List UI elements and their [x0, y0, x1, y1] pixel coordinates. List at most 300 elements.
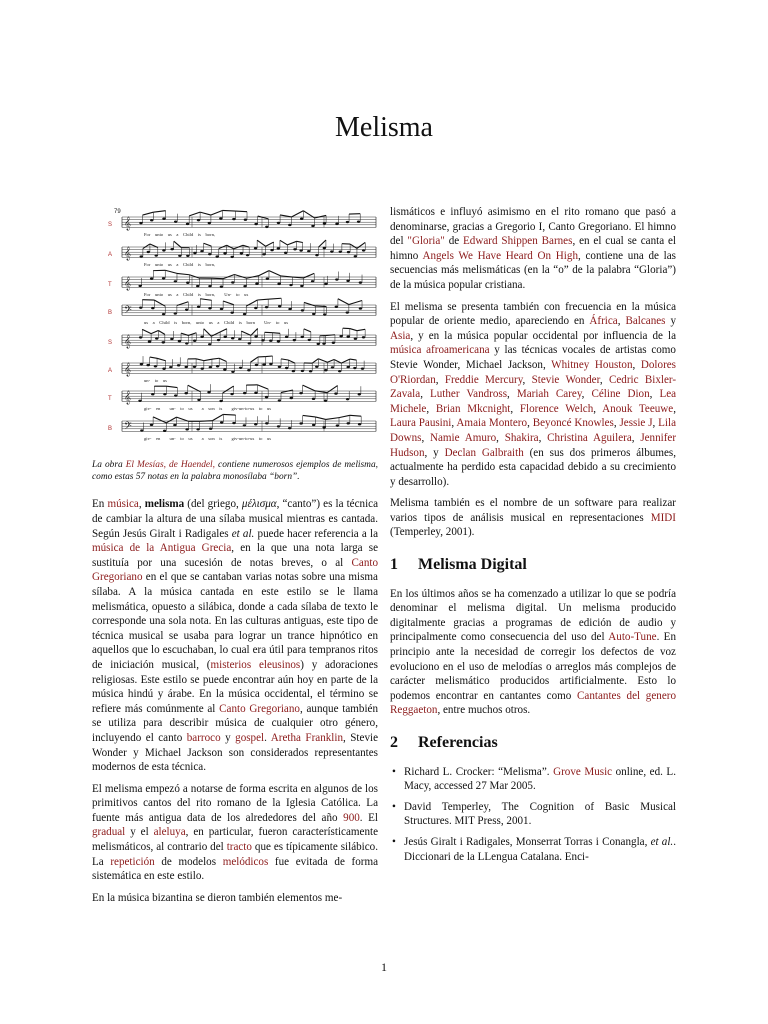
- note-head: [220, 286, 223, 288]
- inline-link[interactable]: África: [589, 315, 618, 328]
- note-head: [243, 424, 246, 426]
- note-head: [358, 393, 361, 395]
- inline-link[interactable]: Shakira: [504, 431, 539, 444]
- staff-label: A: [108, 252, 113, 258]
- inline-link[interactable]: Angels We Have Heard On High: [422, 249, 578, 262]
- note-beam: [200, 212, 211, 215]
- figure-caption: [92, 459, 378, 483]
- inline-link[interactable]: Brian Mkcnight: [435, 402, 511, 415]
- inline-link[interactable]: Declan Galbraith: [444, 446, 524, 459]
- note-head: [261, 339, 264, 341]
- section-title: Melisma Digital: [418, 556, 527, 574]
- text-run: ,: [617, 315, 626, 328]
- text-run: El melisma empezó a notarse de forma escrita en algunos de los primitivos cantos del rito romano de la Iglesia Católica. La fuente más antigua data de los alrededores del año: [92, 782, 378, 824]
- lyric-line: giv- en un- to us a son is giv-un-to-us to us: [144, 406, 272, 411]
- note-head: [288, 224, 291, 226]
- text-run: (en sus dos primeros álbumes, actualmente ha perdido esta capacidad debido a su crecimiento y desarrollo).: [390, 446, 676, 488]
- text-run: En los últimos años se ha comenzado a utilizar lo que se podría denominar el melisma digital. Un melisma producido digitalmente gracias a programas de edición de audio y principalmente como consecuencia del uso del: [390, 587, 676, 644]
- text-run: ,: [426, 402, 436, 415]
- note-head: [162, 341, 165, 343]
- inline-link[interactable]: Beyoncé Knowles: [532, 417, 614, 430]
- inline-link[interactable]: música de la Antigua Grecia: [92, 542, 232, 555]
- paragraph-software: [390, 496, 676, 540]
- note-beam: [219, 358, 226, 361]
- note-head: [285, 367, 288, 369]
- note-head: [288, 427, 291, 429]
- inline-link[interactable]: Grove Music: [553, 765, 613, 778]
- note-head: [150, 424, 153, 426]
- note-head: [312, 424, 315, 426]
- note-head: [346, 366, 349, 368]
- note-beam: [312, 359, 318, 363]
- note-beam: [326, 418, 339, 420]
- note-head: [330, 250, 333, 252]
- note-head: [255, 364, 258, 366]
- note-head: [224, 336, 227, 338]
- note-head: [197, 399, 200, 401]
- paragraph-history: [92, 782, 378, 884]
- note-head: [308, 339, 311, 341]
- note-head: [301, 336, 304, 338]
- note-head: [300, 285, 303, 287]
- inline-link[interactable]: gradual: [92, 826, 126, 839]
- note-head: [163, 393, 166, 395]
- references-list: [390, 765, 676, 865]
- note-head: [338, 370, 341, 372]
- note-head: [299, 249, 302, 251]
- note-head: [146, 364, 149, 366]
- text-run: , aunque también se utiliza para describir música de cualquier otro género, incluyendo el canto: [92, 702, 378, 744]
- note-head: [262, 253, 265, 255]
- note-head: [219, 400, 222, 402]
- note-beam: [280, 240, 287, 244]
- text-run: y el: [125, 826, 154, 839]
- inline-link[interactable]: Auto-Tune: [608, 631, 657, 644]
- note-beam: [212, 358, 219, 359]
- inline-link[interactable]: tracto: [226, 841, 252, 854]
- note-head: [184, 392, 187, 394]
- note-head: [359, 307, 362, 309]
- note-head: [230, 256, 233, 258]
- inline-link[interactable]: Luther Vandross: [429, 388, 508, 401]
- note-head: [353, 367, 356, 369]
- note-head: [139, 222, 142, 224]
- note-beam: [297, 241, 303, 242]
- note-head: [178, 255, 181, 257]
- inline-link[interactable]: Freddie Mercury: [444, 373, 523, 386]
- note-head: [322, 342, 325, 344]
- note-head: [262, 363, 265, 365]
- note-beam: [204, 243, 212, 246]
- note-beam: [327, 386, 337, 393]
- note-head: [197, 306, 200, 308]
- note-head: [231, 337, 234, 339]
- staff-label: T: [108, 396, 112, 402]
- note-head: [177, 364, 180, 366]
- note-head: [317, 343, 320, 345]
- note-head: [299, 392, 302, 394]
- note-head: [301, 370, 304, 372]
- inline-link[interactable]: Céline Dion: [591, 388, 650, 401]
- note-beam: [349, 300, 362, 304]
- note-head: [196, 285, 199, 287]
- note-head: [223, 368, 226, 370]
- note-beam: [303, 415, 316, 416]
- clef-symbol: 𝄞: [124, 216, 132, 230]
- note-beam: [142, 329, 151, 333]
- note-head: [346, 398, 349, 400]
- text-run: ,: [527, 417, 533, 430]
- note-head: [207, 391, 210, 393]
- note-beam: [258, 385, 269, 389]
- note-head: [284, 252, 287, 254]
- note-head: [277, 425, 280, 427]
- inline-link[interactable]: Whitney Houston: [551, 358, 633, 371]
- clef-symbol: 𝄞: [124, 390, 132, 404]
- note-beam: [272, 333, 280, 334]
- text-run: et al.: [650, 835, 674, 848]
- inline-link[interactable]: Anouk Teeuwe: [602, 402, 674, 415]
- inline-link[interactable]: Amaia Montero: [456, 417, 528, 430]
- note-head: [307, 250, 310, 252]
- note-beam: [165, 270, 177, 273]
- text-run: ,: [581, 388, 592, 401]
- inline-link[interactable]: Canto Gregoriano: [219, 702, 300, 715]
- inline-link[interactable]: Aretha Franklin: [270, 731, 344, 744]
- note-beam: [153, 417, 166, 423]
- note-head: [324, 283, 327, 285]
- score-image: [92, 205, 378, 453]
- note-beam: [350, 359, 357, 360]
- note-head: [339, 251, 342, 253]
- staff-label: B: [108, 310, 113, 316]
- note-beam: [287, 241, 296, 245]
- text-run: , entre muchos otros.: [437, 704, 531, 717]
- clef-symbol: 𝄞: [124, 246, 132, 260]
- note-head: [246, 254, 249, 256]
- note-head: [220, 421, 223, 423]
- inline-link[interactable]: melódicos: [222, 855, 269, 868]
- text-run: ,: [522, 373, 532, 386]
- note-head: [322, 426, 325, 428]
- note-head: [232, 422, 235, 424]
- left-column: [92, 205, 378, 912]
- text-run: . Diccionari de la LLengua Catalana. Enci-: [404, 835, 676, 863]
- lyric-line: un- to us: [144, 378, 167, 383]
- note-beam: [174, 241, 182, 248]
- note-head: [139, 336, 142, 338]
- note-head: [324, 400, 327, 402]
- note-head: [208, 285, 211, 287]
- note-beam: [281, 390, 293, 393]
- note-head: [238, 338, 241, 340]
- inline-link[interactable]: aleluya: [153, 826, 186, 839]
- note-head: [185, 309, 188, 311]
- note-head: [243, 285, 246, 287]
- section-number: 1: [390, 556, 398, 574]
- inline-link[interactable]: música afroamericana: [390, 344, 490, 357]
- text-run: melisma: [144, 498, 185, 511]
- note-beam: [319, 240, 326, 247]
- text-run: puede hacer referencia a la: [254, 527, 378, 540]
- text-run: , en la que una nota larga se sustituía por una sucesión de notas breves, o al: [92, 542, 378, 569]
- note-beam: [269, 271, 281, 276]
- note-head: [162, 368, 165, 370]
- clef-symbol: 𝄞: [124, 276, 132, 290]
- inline-link[interactable]: Canto Gregoriano: [92, 556, 378, 584]
- inline-link[interactable]: repetición: [110, 855, 155, 868]
- note-head: [270, 249, 273, 251]
- clef-symbol: 𝄞: [124, 334, 132, 348]
- note-beam: [200, 299, 211, 300]
- staff-label: B: [108, 426, 113, 432]
- note-head: [254, 247, 257, 249]
- note-head: [244, 219, 247, 221]
- note-beam: [166, 386, 177, 387]
- text-run: En: [92, 498, 108, 511]
- clef-symbol: 𝄢: [124, 420, 132, 434]
- note-beam: [220, 329, 227, 332]
- note-head: [288, 308, 291, 310]
- text-run: Melisma también es el nombre de un software para realizar varios tipos de análisis musical en representaciones: [390, 497, 676, 524]
- note-beam: [350, 329, 357, 331]
- note-head: [335, 223, 338, 225]
- note-head: [331, 366, 334, 368]
- text-run: , y: [424, 446, 445, 459]
- note-head: [346, 221, 349, 223]
- note-head: [293, 248, 296, 250]
- inline-link[interactable]: Namie Amuro: [429, 431, 497, 444]
- note-beam: [257, 240, 266, 246]
- inline-link[interactable]: 900: [343, 811, 360, 824]
- note-head: [277, 340, 280, 342]
- note-head: [138, 285, 141, 287]
- text-run: lismáticos e influyó asimismo en el rito romano que pasó a denominarse, gracias a Gregorio I, Canto Gregoriano. El himno del: [390, 206, 676, 248]
- note-head: [266, 277, 269, 279]
- note-beam: [154, 300, 165, 306]
- caption-prefix: La obra: [92, 460, 126, 470]
- note-head: [162, 249, 165, 251]
- note-head: [174, 312, 177, 314]
- note-head: [354, 337, 357, 339]
- note-head: [323, 247, 326, 249]
- text-run: En la música bizantina se dieron también elementos me-: [92, 891, 343, 904]
- text-run: ,: [631, 431, 641, 444]
- note-head: [173, 424, 176, 426]
- section-title: Referencias: [418, 734, 498, 751]
- note-head: [232, 218, 235, 220]
- text-run: .: [264, 731, 271, 744]
- note-beam: [250, 357, 258, 362]
- note-head: [150, 219, 153, 221]
- inline-link[interactable]: Mariah Carey: [516, 388, 582, 401]
- note-beam: [258, 216, 269, 219]
- note-head: [254, 392, 257, 394]
- note-head: [357, 221, 360, 223]
- text-run: (Temperley, 2001).: [390, 526, 475, 539]
- note-head: [311, 280, 314, 282]
- inline-link[interactable]: Edward Shippen Barnes: [463, 235, 573, 248]
- note-head: [174, 220, 177, 222]
- text-run: ,: [435, 373, 445, 386]
- note-beam: [304, 302, 315, 306]
- text-run: y: [665, 315, 676, 328]
- note-beam: [338, 299, 349, 305]
- inline-link[interactable]: "Gloria": [407, 235, 445, 248]
- note-head: [208, 307, 211, 309]
- text-run: , Stevie Wonder y Michael Jackson son considerados representantes modernos de esta técnica.: [92, 731, 378, 774]
- inline-link[interactable]: MIDI: [650, 511, 676, 524]
- note-head: [277, 222, 280, 224]
- inline-link[interactable]: Stevie Wonder: [531, 373, 600, 386]
- inline-link[interactable]: Lila Downs: [390, 417, 677, 444]
- note-head: [220, 308, 223, 310]
- note-head: [174, 394, 177, 396]
- note-head: [148, 340, 151, 342]
- text-run: ) y adoraciones religiosas. Este estilo se puede encontrar aún hoy en parte de la música hindú y árabe. En la música occidental, el término se refiere más comúnmente al: [92, 658, 378, 715]
- text-run: ,: [496, 431, 505, 444]
- clef-symbol: 𝄞: [124, 362, 132, 376]
- staff-label: S: [108, 340, 113, 346]
- text-run: El melisma se presenta también con frecuencia en la música popular de oriente medio, apareciendo en: [390, 300, 676, 328]
- note-beam: [304, 329, 311, 332]
- note-head: [254, 423, 257, 425]
- note-beam: [341, 359, 350, 363]
- caption-link-messiah[interactable]: El Mesías, de Haendel,: [125, 460, 215, 470]
- paragraph-byzantine: [92, 891, 378, 906]
- note-head: [185, 366, 188, 368]
- note-head: [346, 280, 349, 282]
- note-head: [193, 366, 196, 368]
- note-head: [186, 255, 189, 257]
- paragraph-digital: [390, 587, 676, 718]
- inline-link[interactable]: Cantantes del genero Reggaeton: [390, 689, 676, 717]
- note-beam: [143, 244, 150, 249]
- note-beam: [200, 421, 213, 422]
- note-head: [347, 251, 350, 253]
- note-head: [196, 428, 199, 430]
- note-head: [240, 252, 243, 254]
- inline-link[interactable]: Laura Pausini: [390, 417, 452, 430]
- text-run: ,: [649, 388, 660, 401]
- note-head: [299, 422, 302, 424]
- lyric-line: For unto us a Child is born,: [144, 262, 216, 267]
- inline-link[interactable]: música: [107, 498, 139, 511]
- note-head: [169, 366, 172, 368]
- note-head: [140, 363, 143, 365]
- note-beam: [315, 417, 325, 419]
- note-beam: [189, 275, 199, 278]
- note-head: [162, 313, 165, 315]
- note-head: [231, 281, 234, 283]
- note-head: [139, 306, 142, 308]
- note-beam: [158, 330, 165, 334]
- note-beam: [177, 273, 189, 274]
- inline-link[interactable]: Balcanes: [625, 315, 666, 328]
- note-head: [243, 392, 246, 394]
- note-head: [208, 222, 211, 224]
- inline-link[interactable]: misterios eleusinos: [210, 658, 301, 671]
- note-head: [289, 284, 292, 286]
- note-head: [285, 336, 288, 338]
- note-head: [315, 366, 318, 368]
- note-head: [255, 283, 258, 285]
- note-head: [140, 255, 143, 257]
- note-head: [201, 367, 204, 369]
- note-head: [278, 399, 281, 401]
- text-run: ,: [652, 417, 659, 430]
- note-head: [361, 367, 364, 369]
- musical-score-figure: [92, 205, 378, 453]
- inline-link[interactable]: Jennifer Hudson: [390, 431, 677, 459]
- note-beam: [266, 242, 274, 246]
- note-beam: [236, 211, 247, 212]
- text-run: , “canto”) es la técnica de cambiar la altura de una sílaba musical mientras es cantada. Según Jesús Giralt i Radigales: [92, 498, 379, 540]
- text-run: ,: [599, 373, 609, 386]
- note-head: [200, 250, 203, 252]
- inline-link[interactable]: Jessie J: [619, 417, 653, 430]
- inline-link[interactable]: Dolores O'Riordan: [390, 358, 676, 386]
- note-head: [312, 398, 315, 400]
- note-beam: [281, 359, 288, 360]
- note-head: [269, 363, 272, 365]
- note-beam: [251, 328, 258, 335]
- note-head: [323, 222, 326, 224]
- note-head: [292, 370, 295, 372]
- inline-link[interactable]: Christina Aguilera: [547, 431, 632, 444]
- note-head: [254, 223, 257, 225]
- note-head: [265, 396, 268, 398]
- note-head: [334, 392, 337, 394]
- note-beam: [196, 359, 204, 361]
- lyric-line: us a Child is born, unto us a Child is born Un- to us: [144, 320, 289, 325]
- note-head: [200, 336, 203, 338]
- text-run: que es típicamente silábico. La: [92, 841, 378, 868]
- note-beam: [315, 306, 326, 307]
- lyric-line: For unto us a Child is born,: [144, 232, 216, 237]
- inline-link[interactable]: Cedric Bixler-Zavala: [390, 373, 677, 401]
- note-beam: [222, 210, 235, 211]
- note-head: [216, 255, 219, 257]
- note-head: [300, 218, 303, 220]
- note-head: [265, 226, 268, 228]
- note-beam: [350, 415, 361, 416]
- note-head: [155, 254, 158, 256]
- text-run: ,: [138, 498, 145, 511]
- staff-label: A: [108, 368, 113, 374]
- text-run: fue evitada de forma sistemática en este estilo.: [92, 855, 378, 883]
- note-head: [208, 343, 211, 345]
- text-run: Richard L. Crocker: “Melisma”.: [404, 765, 554, 778]
- text-run: ,: [673, 402, 677, 415]
- inline-link[interactable]: Lea Michele: [390, 388, 677, 415]
- inline-link[interactable]: Asia: [390, 329, 411, 342]
- note-head: [312, 313, 315, 315]
- note-head: [170, 338, 173, 340]
- note-head: [230, 393, 233, 395]
- inline-link[interactable]: gospel: [235, 731, 265, 744]
- note-head: [362, 336, 365, 338]
- note-beam: [212, 414, 223, 420]
- text-run: , en el cual se canta el himno: [390, 235, 676, 262]
- note-head: [309, 370, 312, 372]
- inline-link[interactable]: Florence Welch: [519, 402, 594, 415]
- section-heading-melisma-digital: [390, 558, 676, 573]
- inline-link[interactable]: barroco: [186, 731, 221, 744]
- text-run: David Temperley, The Cognition of Basic Musical Structures. MIT Press, 2001.: [404, 800, 676, 828]
- note-beam: [223, 301, 234, 305]
- measure-number: 79: [114, 209, 121, 215]
